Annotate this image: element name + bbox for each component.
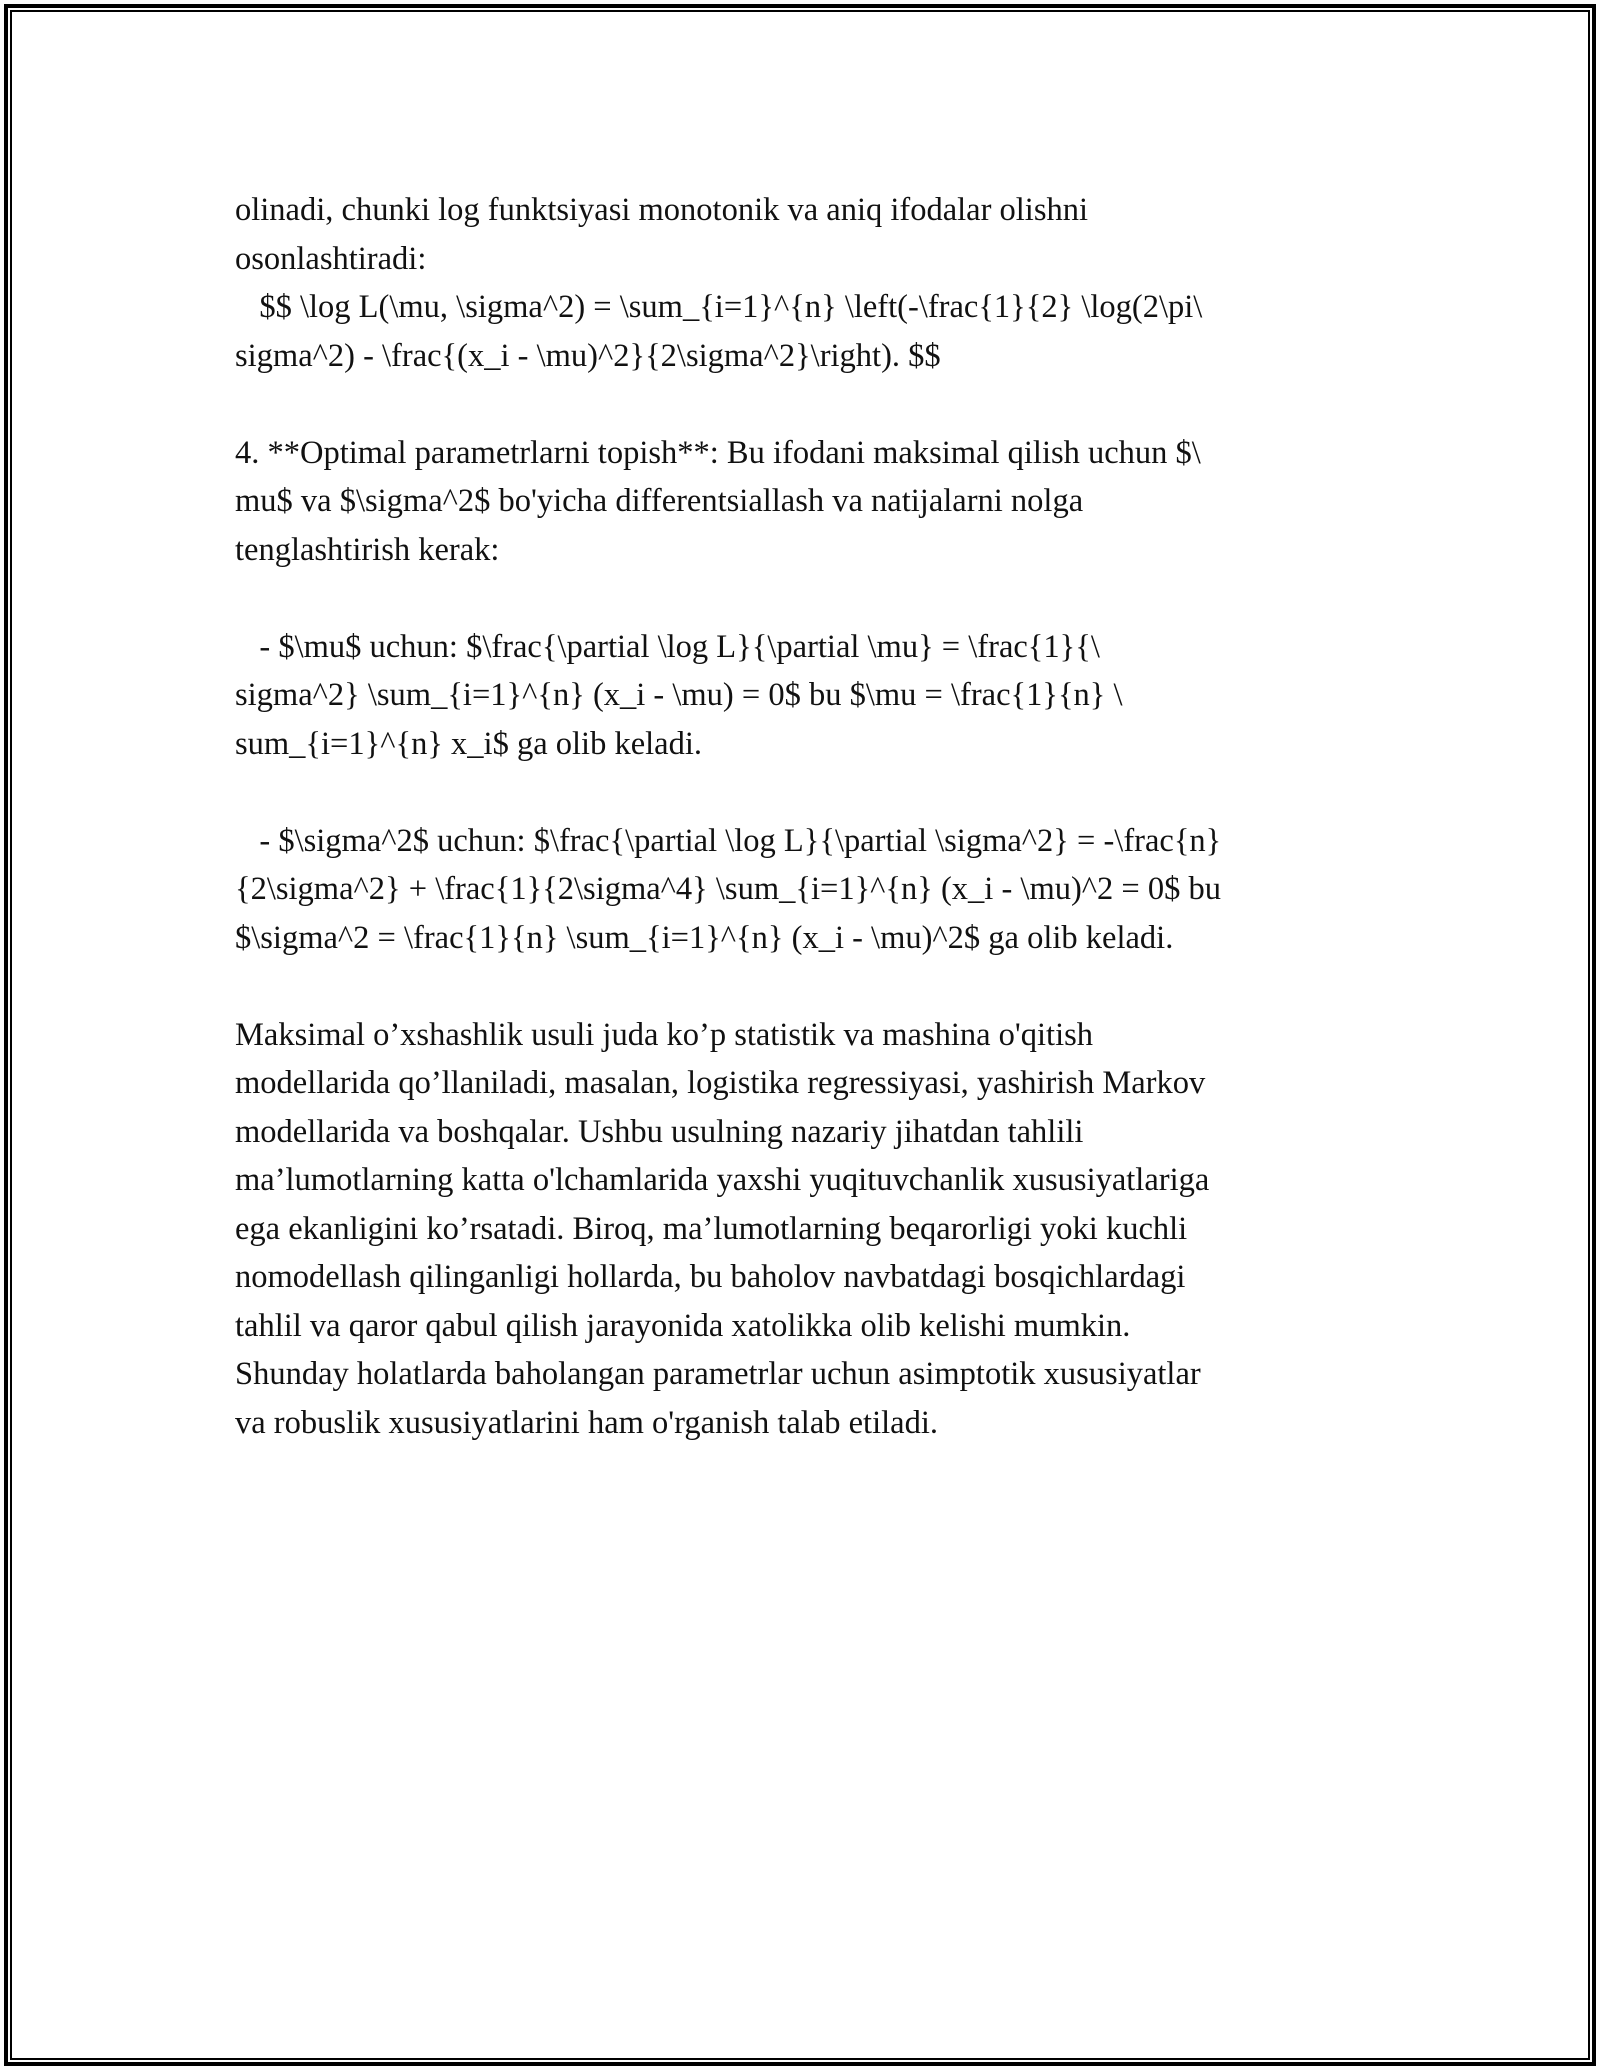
paragraph-spacer [235,574,1365,623]
paragraph-log-likelihood: olinadi, chunki log funktsiyasi monotonik va aniq ifodalar olishni osonlashtiradi: $$ \log L(\mu, \sigma^2) = \sum_{i=1}^{n} \left(-\frac{1}{2} \log(2\pi\ sigma^2) - \frac{(x_i - \mu)^2}{2\sigma^2}\right). $$ [235,192,1203,374]
list-item-sigma: - $\sigma^2$ uchun: $\frac{\partial \log L}{\partial \sigma^2} = -\frac{n} {2\sigma^2} + \frac{1}{2\sigma^4} \sum_{i=1}^{n} (x_i - \mu)^2 = 0$ bu $\sigma^2 = \frac{1}{n} \sum_{i=1}^{n} (x_i - \mu)^2$ ga olib keladi. [235,822,1222,956]
paragraph-spacer [235,962,1365,1011]
document-body [235,186,1365,1447]
paragraph-optimal-parameters: 4. **Optimal parametrlarni topish**: Bu ifodani maksimal qilish uchun $\ mu$ va $\sigma^2$ bo'yicha differentsiallash va natijalarni nolga tenglashtirish kerak: [235,434,1201,568]
paragraph-conclusion: Maksimal o’xshashlik usuli juda ko’p statistik va mashina o'qitish modellarida qo’llaniladi, masalan, logistika regressiyasi, yashirish Markov modellarida va boshqalar. Ushbu usulning nazariy jihatdan tahlili ma’lumotlarning katta o'lchamlarida yaxshi yuqituvchanlik xususiyatlariga ega ekanligini ko’rsatadi. Biroq, ma’lumotlarning beqarorligi yoki kuchli nomodellash qilinganligi hollarda, bu baholov navbatdagi bosqichlardagi tahlil va qaror qabul qilish jarayonida xatolikka olib kelishi mumkin. Shunday holatlarda baholangan parametrlar uchun asimptotik xususiyatlar va robuslik xususiyatlarini ham o'rganish talab etiladi. [235,1016,1210,1441]
paragraph-spacer [235,380,1365,429]
paragraph-spacer [235,768,1365,817]
list-item-mu: - $\mu$ uchun: $\frac{\partial \log L}{\partial \mu} = \frac{1}{\ sigma^2} \sum_{i=1}^{n} (x_i - \mu) = 0$ bu $\mu = \frac{1}{n} \ sum_{i=1}^{n} x_i$ ga olib keladi. [235,628,1123,762]
